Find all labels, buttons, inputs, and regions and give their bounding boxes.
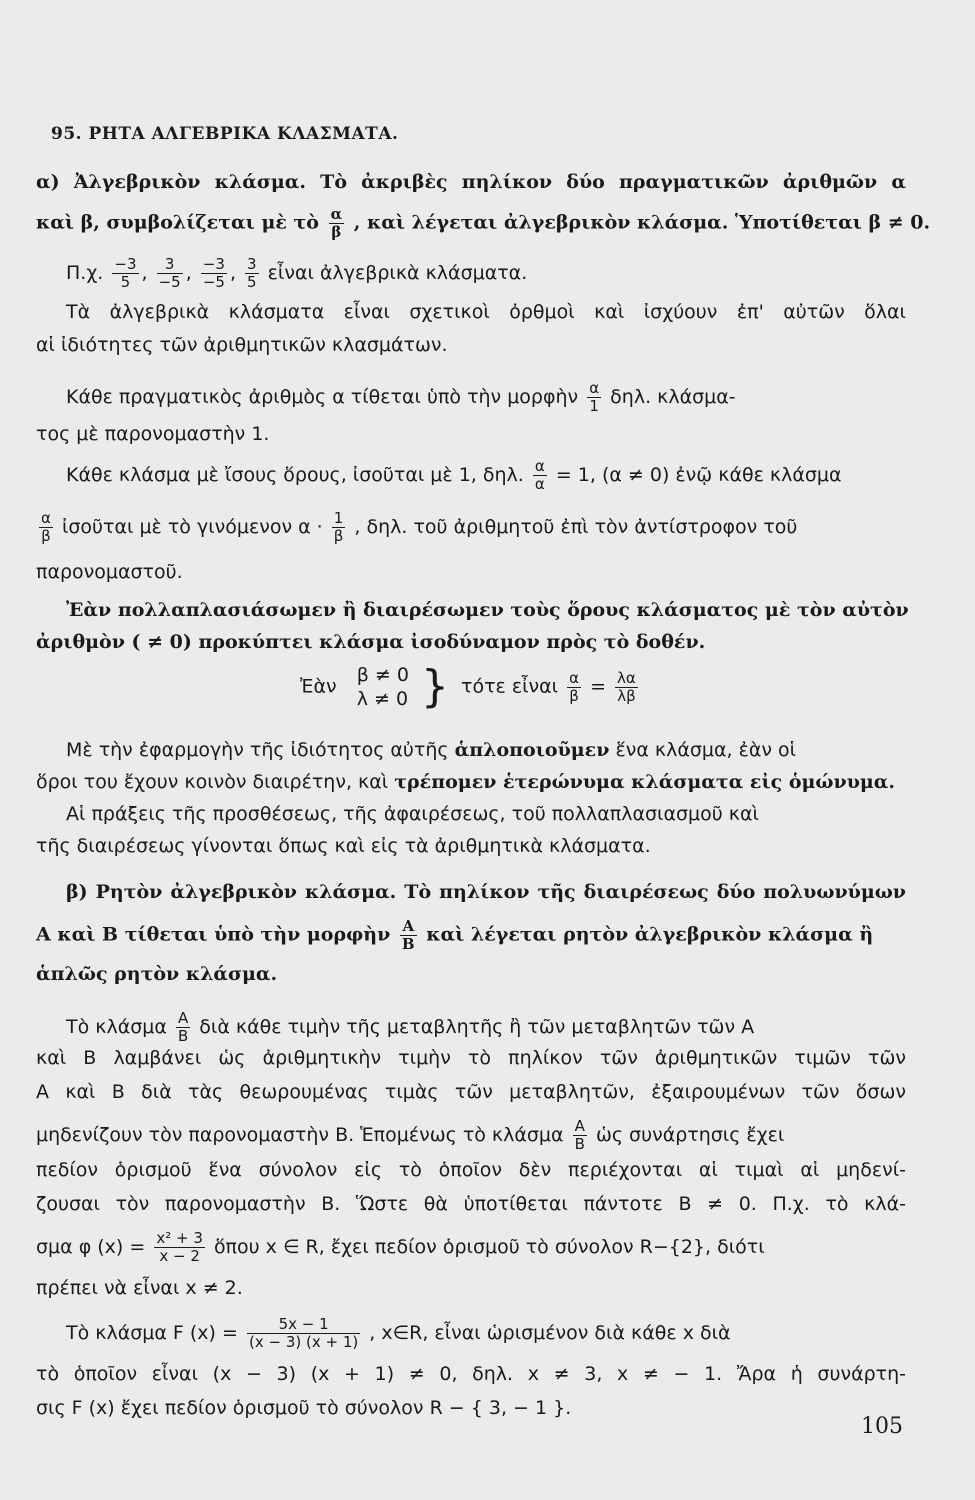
fraction-A-B: $\frac{A}{B}$	[401, 917, 415, 953]
example-post: εἶναι ἀλγεβρικὰ κλάσματα.	[267, 262, 528, 284]
paragraph-8-line-1	[66, 1316, 906, 1351]
b-l2-post: καὶ λέγεται ρητὸν ἀλγεβρικὸν κλάσμα ἢ	[426, 923, 874, 946]
paragraph-7-line-5: πεδίον ὁρισμοῦ ἕνα σύνολον εἰς τὸ ὁποῖον δὲν περιέχονται αἱ τιμαὶ αἱ μηδενί-	[36, 1159, 906, 1181]
paragraph-1-line-1: Τὰ ἀλγεβρικὰ κλάσματα εἶναι σχετικοὶ ὀρθμοὶ καὶ ἰσχύουν ἐπ' αὐτῶν ὅλαι	[66, 301, 906, 323]
p8-l1-post: , x∈R, εἶναι ὡρισμένον διὰ κάθε x διὰ	[369, 1322, 731, 1344]
example-fraction-4: $\frac{3}{5}$	[247, 255, 257, 291]
paragraph-5-line-1	[66, 738, 906, 762]
paragraph-2-line-2: τος μὲ παρονομαστὴν 1.	[36, 423, 270, 445]
subsection-b-line3: ἁπλῶς ρητὸν κλάσμα.	[36, 963, 278, 985]
p5-l2-pre: ὅροι του ἔχουν κοινὸν διαιρέτην, καὶ	[36, 771, 389, 793]
example-line: Π.χ. $\frac{-3}{5}$ , $\frac{3}{-5}$ , $\frac{-3}{-5}$ , $\frac{3}{5}$ εἶναι ἀλγεβρικὰ κλάσματα.	[66, 255, 528, 291]
fraction-alpha-beta-2: $\frac{\alpha}{\beta}$	[41, 509, 51, 545]
condition-lambda: λ ≠ 0	[356, 688, 409, 710]
paragraph-7-line-8: πρέπει νὰ εἶναι x ≠ 2.	[36, 1277, 243, 1299]
fraction-alpha-one: $\frac{\alpha}{1}$	[589, 379, 600, 415]
paragraph-1-line-2: αἱ ἰδιότητες τῶν ἀριθμητικῶν κλασμάτων.	[36, 334, 448, 356]
bold-rule-line-1: Ἐὰν πολλαπλασιάσωμεν ἢ διαιρέσωμεν τοὺς ὅρους κλάσματος μὲ τὸν αὐτὸν	[66, 599, 909, 621]
example-fraction-1: $\frac{-3}{5}$	[114, 255, 137, 291]
subsection-b-line2	[36, 918, 906, 953]
paragraph-6-line-1: Αἱ πράξεις τῆς προσθέσεως, τῆς ἀφαιρέσεως, τοῦ πολλαπλασιασμοῦ καὶ	[66, 803, 759, 825]
subsection-b-title: β) Ρητὸν ἀλγεβρικὸν κλάσμα. Τὸ πηλίκον τῆς διαιρέσεως δύο πολυωνύμων	[66, 881, 906, 903]
p5-l2-bold: τρέπομεν ἑτερώνυμα κλάσματα εἰς ὁμώνυμα.	[394, 771, 896, 793]
paragraph-7-line-4	[36, 1118, 906, 1153]
fraction-alpha-alpha: $\frac{\alpha}{\alpha}$	[534, 457, 545, 493]
p3-post: = 1, (α ≠ 0) ἐνῷ κάθε κλάσμα	[555, 464, 842, 486]
paragraph-7-line-7	[36, 1230, 906, 1265]
paragraph-7-line-2: καὶ Β λαμβάνει ὡς ἀριθμητικὴν τιμὴν τὸ πηλίκον τῶν ἀριθμητικῶν τιμῶν τῶν	[36, 1047, 906, 1069]
p8-l1-pre: Τὸ κλάσμα F (x) =	[66, 1322, 238, 1344]
paragraph-2-line-1	[66, 380, 906, 415]
paragraph-7-line-6: ζουσαι τὸν παρονομαστὴν Β. Ὥστε θὰ ὑποτίθεται πάντοτε Β ≠ 0. Π.χ. τὸ κλά-	[36, 1193, 906, 1215]
p7-l1-post: διὰ κάθε τιμὴν τῆς μεταβλητῆς ἢ τῶν μεταβλητῶν τῶν Α	[199, 1016, 755, 1038]
conditions	[357, 663, 409, 711]
p4-mid: ἰσοῦται μὲ τὸ γινόμενον α ·	[61, 516, 323, 538]
section-heading: 95. ΡΗΤΑ ΑΛΓΕΒΡΙΚΑ ΚΛΑΣΜΑΤΑ.	[51, 124, 399, 144]
p7-l7-post: ὅπου x ∈ R, ἔχει πεδίον ὁρισμοῦ τὸ σύνολον R−{2}, διότι	[213, 1236, 765, 1258]
page-number: 105	[861, 1414, 903, 1439]
fraction-A-B-3: $\frac{A}{B}$	[574, 1117, 585, 1153]
then-word: τότε εἶναι	[461, 675, 559, 698]
condition-beta: β ≠ 0	[356, 664, 409, 686]
a-line2-post: , καὶ λέγεται ἀλγεβρικὸν κλάσμα. Ὑποτίθεται β ≠ 0.	[353, 211, 931, 234]
a-line2-pre: καὶ β, συμβολίζεται μὲ τὸ	[36, 211, 319, 234]
p7-l4-pre: μηδενίζουν τὸν παρονομαστὴν Β. Ἑπομένως τὸ κλάσμα	[36, 1124, 564, 1146]
example-label: Π.χ.	[66, 262, 104, 284]
b-l2-pre: Α καὶ Β τίθεται ὑπὸ τὴν μορφὴν	[36, 923, 391, 946]
rule-fraction-2: $\frac{\lambda\alpha}{\lambda\beta}$	[617, 668, 636, 705]
p5-l1-pre: Μὲ τὴν ἐφαρμογὴν τῆς ἰδιότητος αὐτῆς	[66, 739, 449, 761]
p5-l1-bold: ἁπλοποιοῦμεν	[454, 739, 610, 761]
p4-post: , δηλ. τοῦ ἀριθμητοῦ ἐπὶ τὸν ἀντίστροφον τοῦ	[354, 516, 798, 538]
p7-l7-pre: σμα φ (x) =	[36, 1236, 146, 1258]
paragraph-8-line-3: σις F (x) ἔχει πεδίον ὁρισμοῦ τὸ σύνολον R − { 3, − 1 }.	[36, 1397, 572, 1419]
equivalence-rule: Ἐὰν β ≠ 0 λ ≠ 0 } τότε εἶναι $\frac{\alpha}{\beta}$ = $\frac{\lambda\alpha}{\lambda\beta}$	[300, 661, 636, 712]
fraction-alpha-beta: $\frac{\alpha}{\beta}$	[330, 205, 343, 241]
p2-post: δηλ. κλάσμα-	[610, 386, 736, 408]
paragraph-7-line-1	[66, 1010, 906, 1045]
fraction-A-B-2: $\frac{A}{B}$	[177, 1009, 189, 1045]
paragraph-6-line-2: τῆς διαιρέσεως γίνονται ὅπως καὶ εἰς τὰ ἀριθμητικὰ κλάσματα.	[36, 835, 651, 857]
p7-l1-pre: Τὸ κλάσμα	[66, 1016, 167, 1038]
fraction-F: $\frac{5x - 1}{(x - 3) (x + 1)}$	[248, 1315, 359, 1351]
right-brace: }	[420, 661, 449, 712]
subsection-a-title: α) Ἀλγεβρικὸν κλάσμα. Τὸ ἀκριβὲς πηλίκον δύο πραγματικῶν ἀριθμῶν α	[36, 171, 906, 193]
paragraph-7-line-3: Α καὶ Β διὰ τὰς θεωρουμένας τιμὰς τῶν μεταβλητῶν, ἐξαιρουμένων τῶν ὅσων	[36, 1081, 906, 1103]
rule-fraction-1: $\frac{\alpha}{\beta}$	[569, 668, 580, 705]
p3-pre: Κάθε κλάσμα μὲ ἴσους ὅρους, ἰσοῦται μὲ 1, δηλ.	[66, 464, 524, 486]
paragraph-5-line-2	[36, 770, 906, 794]
paragraph-3-line-1	[66, 458, 906, 493]
if-word: Ἐὰν	[300, 675, 337, 698]
fraction-one-beta: $\frac{1}{\beta}$	[333, 509, 344, 545]
example-fraction-2: $\frac{3}{-5}$	[158, 255, 181, 291]
subsection-a-line2	[36, 205, 931, 241]
example-fraction-3: $\frac{-3}{-5}$	[202, 255, 225, 291]
fraction-phi: $\frac{\text{x² + 3}}{x - 2}$	[156, 1229, 203, 1265]
bold-rule-line-2: ἀριθμὸν ( ≠ 0) προκύπτει κλάσμα ἰσοδύναμον πρὸς τὸ δοθέν.	[36, 631, 706, 653]
paragraph-8-line-2: τὸ ὁποῖον εἶναι (x − 3) (x + 1) ≠ 0, δηλ. x ≠ 3, x ≠ − 1. Ἄρα ἡ συνάρτη-	[36, 1363, 906, 1385]
paragraph-4-line-1	[36, 510, 906, 545]
p2-pre: Κάθε πραγματικὸς ἀριθμὸς α τίθεται ὑπὸ τὴν μορφὴν	[66, 386, 579, 408]
paragraph-4-line-2: παρονομαστοῦ.	[36, 561, 183, 583]
p7-l4-post: ὡς συνάρτησις ἔχει	[595, 1124, 785, 1146]
p5-l1-post: ἕνα κλάσμα, ἐὰν οἱ	[615, 739, 797, 761]
